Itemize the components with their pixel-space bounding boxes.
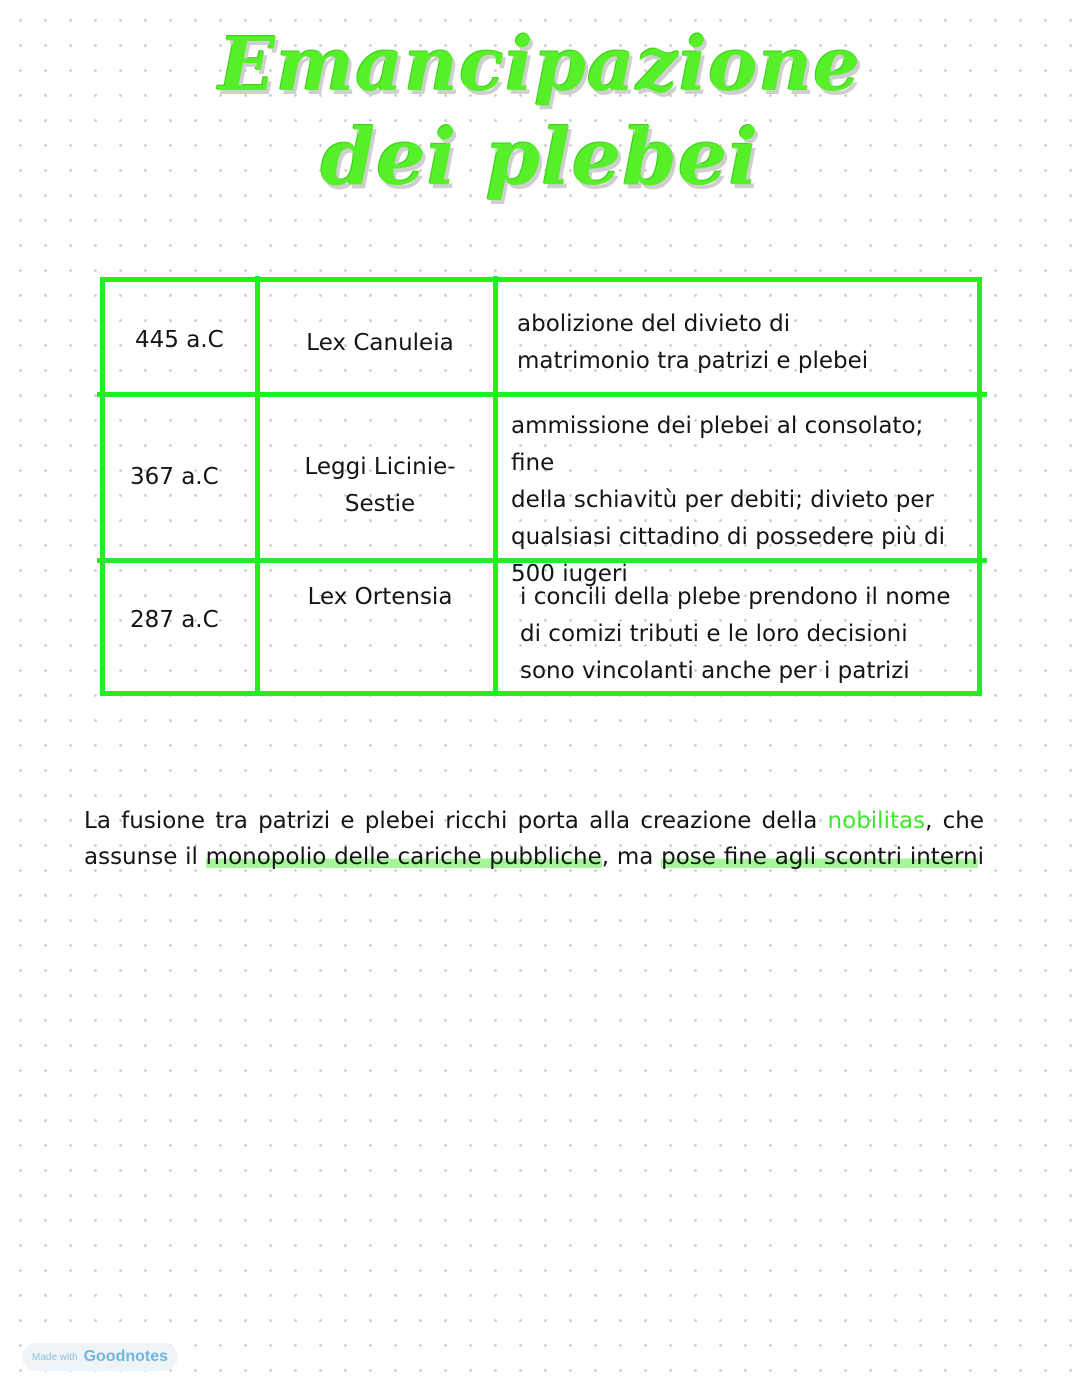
highlighted-phrase: pose fine agli scontri intern [661, 844, 978, 870]
description-cell [517, 306, 972, 380]
table-row [105, 282, 977, 395]
description-line: della schiavitù per debiti; divieto per [511, 487, 935, 513]
page-title-line-1: Emancipazione [218, 22, 862, 108]
paragraph-text: i [977, 844, 984, 870]
description-line: abolizione del divieto di [517, 311, 791, 337]
table-row [105, 395, 977, 587]
paragraph-text: , ma [601, 844, 662, 870]
law-cell: Lex Canuleia [306, 330, 454, 356]
law-line: Leggi Licinie- [304, 454, 456, 480]
description-line: i concili della plebe prendono il nome [520, 584, 951, 610]
description-cell [520, 579, 975, 690]
paragraph-text: , che assunse il [84, 808, 984, 870]
summary-paragraph [84, 803, 984, 875]
description-line: 500 iugeri [511, 561, 628, 587]
keyword-nobilitas: nobilitas [827, 808, 926, 834]
timeline-table [100, 277, 982, 696]
highlighted-phrase: monopolio delle cariche pubbliche [205, 844, 602, 870]
description-line: matrimonio tra patrizi e plebei [517, 348, 869, 374]
made-with-goodnotes-badge [22, 1343, 178, 1371]
paragraph-text: La fusione tra patrizi e plebei ricchi porta alla creazione della [84, 808, 828, 834]
table-row [105, 561, 977, 691]
law-line: Sestie [344, 491, 416, 517]
description-line: qualsiasi cittadino di possedere più di [511, 524, 946, 550]
goodnotes-logo: Goodnotes [83, 1348, 169, 1365]
law-cell [265, 449, 495, 523]
year-cell: 367 a.C [130, 464, 219, 490]
badge-prefix: Made with [32, 1351, 78, 1363]
description-line: sono vincolanti anche per i patrizi [520, 658, 910, 684]
year-cell: 445 a.C [135, 327, 224, 353]
law-cell: Lex Ortensia [307, 584, 453, 610]
page-title-line-2: dei plebei [320, 112, 760, 203]
description-line: ammissione dei plebei al consolato; fine [511, 413, 924, 476]
year-cell: 287 a.C [130, 607, 219, 633]
description-line: di comizi tributi e le loro decisioni [520, 621, 908, 647]
